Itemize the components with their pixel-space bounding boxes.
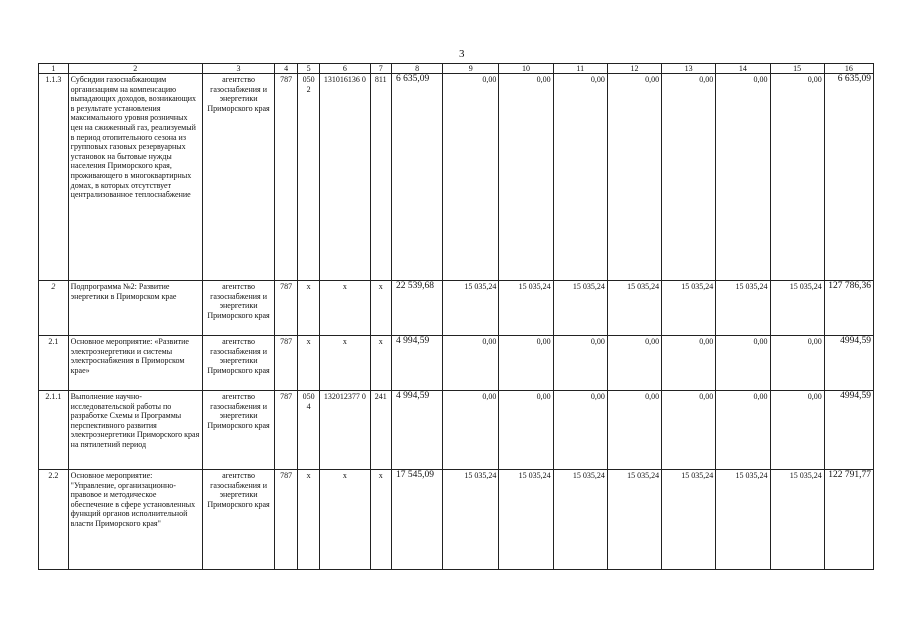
expense-type-code: x: [370, 336, 391, 391]
amount-cell: 15 035,24: [716, 470, 770, 570]
amount-cell: 15 035,24: [770, 281, 824, 336]
column-number: 14: [716, 64, 770, 74]
column-number: 16: [824, 64, 873, 74]
amount-cell: 4 994,59: [391, 391, 442, 470]
table-row: [39, 470, 874, 570]
section-code: x: [297, 470, 320, 570]
responsible-agency: агентство газоснабжения и энергетики Приморского края: [202, 281, 275, 336]
responsible-agency: агентство газоснабжения и энергетики Приморского края: [202, 336, 275, 391]
amount-cell: 15 035,24: [662, 281, 716, 336]
amount-cell: 0,00: [770, 74, 824, 281]
column-number: 4: [275, 64, 298, 74]
amount-cell: 0,00: [499, 391, 553, 470]
expense-type-code: x: [370, 281, 391, 336]
budget-table: [38, 63, 874, 570]
amount-cell: 15 035,24: [553, 281, 607, 336]
page-number: 3: [459, 48, 465, 60]
item-description: Подпрограмма №2: Развитие энергетики в Приморском крае: [68, 281, 202, 336]
amount-cell: 0,00: [499, 74, 553, 281]
column-number: 2: [68, 64, 202, 74]
target-article-code: x: [320, 470, 370, 570]
table-row: [39, 336, 874, 391]
amount-cell: 0,00: [770, 391, 824, 470]
item-description: Субсидии газоснабжающим организациям на компенсацию выпадающих доходов, возникающих в результате установления максимального уровня розничных цен на сжиженный газ, реализуемый в период отопительного сезона из групповых газовых резервуарных установок на бытовые нужды населения Приморского края, проживающего в многоквартирных домах, в которых отсутствует централизованное теплоснабжение: [68, 74, 202, 281]
target-article-code: x: [320, 336, 370, 391]
amount-cell: 0,00: [553, 336, 607, 391]
amount-cell: 15 035,24: [770, 470, 824, 570]
amount-cell: 15 035,24: [499, 470, 553, 570]
amount-cell: 0,00: [553, 391, 607, 470]
expense-type-code: x: [370, 470, 391, 570]
amount-cell: 0,00: [443, 74, 499, 281]
amount-cell: 15 035,24: [607, 470, 661, 570]
ministry-code: 787: [275, 336, 298, 391]
total-amount: 6 635,09: [824, 74, 873, 281]
responsible-agency: агентство газоснабжения и энергетики Приморского края: [202, 74, 275, 281]
amount-cell: 15 035,24: [662, 470, 716, 570]
column-number: 1: [39, 64, 69, 74]
target-article-code: 132012377 0: [320, 391, 370, 470]
amount-cell: 6 635,09: [391, 74, 442, 281]
amount-cell: 0,00: [499, 336, 553, 391]
column-number: 12: [607, 64, 661, 74]
amount-cell: 15 035,24: [499, 281, 553, 336]
amount-cell: 15 035,24: [443, 470, 499, 570]
amount-cell: 15 035,24: [716, 281, 770, 336]
item-number: 2: [39, 281, 69, 336]
item-number: 1.1.3: [39, 74, 69, 281]
amount-cell: 0,00: [770, 336, 824, 391]
column-number: 9: [443, 64, 499, 74]
item-number: 2.1: [39, 336, 69, 391]
amount-cell: 0,00: [662, 74, 716, 281]
amount-cell: 22 539,68: [391, 281, 442, 336]
amount-cell: 0,00: [716, 336, 770, 391]
item-description: Выполнение научно-исследовательской работы по разработке Схемы и Программы перспективного развития электроэнергетики Приморского края на пятилетний период: [68, 391, 202, 470]
amount-cell: 15 035,24: [553, 470, 607, 570]
column-number: 13: [662, 64, 716, 74]
responsible-agency: агентство газоснабжения и энергетики Приморского края: [202, 470, 275, 570]
amount-cell: 0,00: [607, 336, 661, 391]
section-code: 050 4: [297, 391, 320, 470]
ministry-code: 787: [275, 281, 298, 336]
target-article-code: 131016136 0: [320, 74, 370, 281]
amount-cell: 4 994,59: [391, 336, 442, 391]
total-amount: 127 786,36: [824, 281, 873, 336]
amount-cell: 15 035,24: [607, 281, 661, 336]
amount-cell: 0,00: [716, 74, 770, 281]
target-article-code: x: [320, 281, 370, 336]
column-number: 8: [391, 64, 442, 74]
responsible-agency: агентство газоснабжения и энергетики Приморского края: [202, 391, 275, 470]
amount-cell: 0,00: [443, 391, 499, 470]
table-row: [39, 391, 874, 470]
header-row: [39, 64, 874, 74]
table-row: [39, 74, 874, 281]
expense-type-code: 811: [370, 74, 391, 281]
amount-cell: 0,00: [607, 391, 661, 470]
amount-cell: 0,00: [716, 391, 770, 470]
amount-cell: 0,00: [553, 74, 607, 281]
amount-cell: 0,00: [662, 336, 716, 391]
amount-cell: 0,00: [443, 336, 499, 391]
section-code: 050 2: [297, 74, 320, 281]
item-number: 2.1.1: [39, 391, 69, 470]
column-number: 10: [499, 64, 553, 74]
column-number: 15: [770, 64, 824, 74]
ministry-code: 787: [275, 74, 298, 281]
total-amount: 4994,59: [824, 336, 873, 391]
section-code: x: [297, 281, 320, 336]
amount-cell: 15 035,24: [443, 281, 499, 336]
section-code: x: [297, 336, 320, 391]
item-description: Основное мероприятие: "Управление, организационно-правовое и методическое обеспечение в сфере установленных функций органов исполнительной власти Приморского края": [68, 470, 202, 570]
amount-cell: 0,00: [607, 74, 661, 281]
table-row: [39, 281, 874, 336]
item-number: 2.2: [39, 470, 69, 570]
column-number: 6: [320, 64, 370, 74]
ministry-code: 787: [275, 470, 298, 570]
ministry-code: 787: [275, 391, 298, 470]
item-description: Основное мероприятие: «Развитие электроэнергетики и системы электроснабжения в Приморском крае»: [68, 336, 202, 391]
amount-cell: 17 545,09: [391, 470, 442, 570]
total-amount: 122 791,77: [824, 470, 873, 570]
column-number: 11: [553, 64, 607, 74]
column-number: 7: [370, 64, 391, 74]
column-number: 5: [297, 64, 320, 74]
amount-cell: 0,00: [662, 391, 716, 470]
total-amount: 4994,59: [824, 391, 873, 470]
column-number: 3: [202, 64, 275, 74]
expense-type-code: 241: [370, 391, 391, 470]
